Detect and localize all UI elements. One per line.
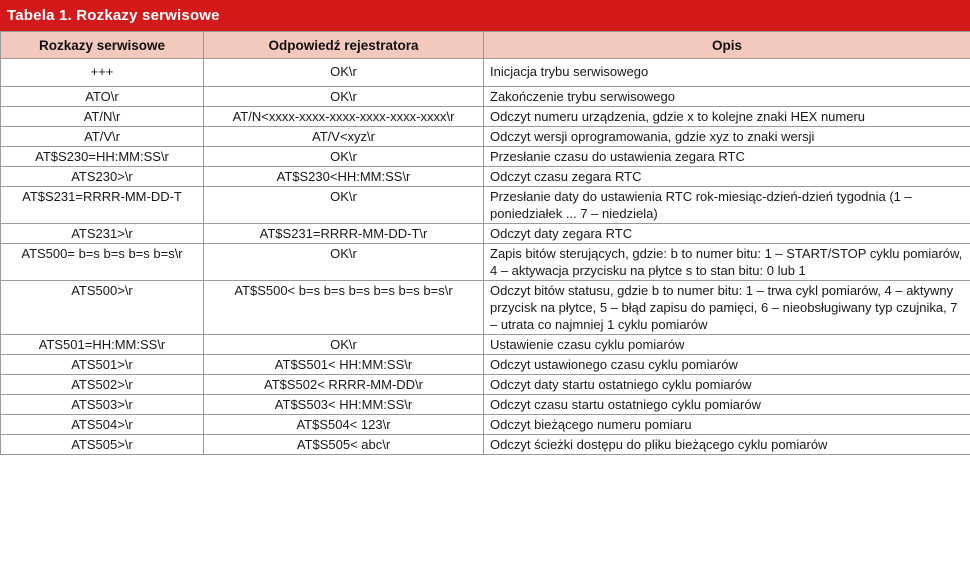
table-row (1, 167, 970, 187)
response-cell: OK\r (204, 187, 484, 224)
header-description: Opis (484, 32, 970, 59)
command-cell: AT$S230=HH:MM:SS\r (1, 147, 204, 167)
response-cell: AT$S504< 123\r (204, 415, 484, 435)
description-cell: Przesłanie czasu do ustawienia zegara RTC (484, 147, 970, 167)
description-cell: Odczyt bitów statusu, gdzie b to numer bitu: 1 – trwa cykl pomiarów, 4 – aktywny przycisk na płytce, 5 – błąd zapisu do pamięci, 6 – nieobsługiwany typ czujnika, 7 – utrata co najmniej 1 cyklu pomiarów (484, 281, 970, 335)
description-cell: Odczyt daty zegara RTC (484, 224, 970, 244)
command-cell: ATS500>\r (1, 281, 204, 335)
table-row (1, 415, 970, 435)
response-cell: AT$S502< RRRR-MM-DD\r (204, 375, 484, 395)
command-cell: AT$S231=RRRR-MM-DD-T (1, 187, 204, 224)
command-cell: ATS502>\r (1, 375, 204, 395)
table-row (1, 244, 970, 281)
command-cell: ATS501=HH:MM:SS\r (1, 335, 204, 355)
description-cell: Odczyt czasu zegara RTC (484, 167, 970, 187)
response-cell: AT$S503< HH:MM:SS\r (204, 395, 484, 415)
response-cell: OK\r (204, 244, 484, 281)
response-cell: AT$S231=RRRR-MM-DD-T\r (204, 224, 484, 244)
command-cell: AT/V\r (1, 127, 204, 147)
service-commands-table (0, 31, 970, 455)
command-cell: ATS230>\r (1, 167, 204, 187)
table-row (1, 107, 970, 127)
table-row (1, 281, 970, 335)
table-row (1, 187, 970, 224)
response-cell: AT$S505< abc\r (204, 435, 484, 455)
response-cell: OK\r (204, 59, 484, 87)
description-cell: Przesłanie daty do ustawienia RTC rok-miesiąc-dzień-dzień tygodnia (1 – poniedziałek ... 7 – niedziela) (484, 187, 970, 224)
response-cell: AT/V<xyz\r (204, 127, 484, 147)
command-cell: ATS504>\r (1, 415, 204, 435)
command-cell: ATS501>\r (1, 355, 204, 375)
table-row (1, 224, 970, 244)
description-cell: Odczyt czasu startu ostatniego cyklu pomiarów (484, 395, 970, 415)
description-cell: Odczyt daty startu ostatniego cyklu pomiarów (484, 375, 970, 395)
description-cell: Odczyt wersji oprogramowania, gdzie xyz to znaki wersji (484, 127, 970, 147)
response-cell: OK\r (204, 335, 484, 355)
description-cell: Odczyt ustawionego czasu cyklu pomiarów (484, 355, 970, 375)
description-cell: Zakończenie trybu serwisowego (484, 87, 970, 107)
response-cell: OK\r (204, 87, 484, 107)
command-cell: ATS500= b=s b=s b=s b=s\r (1, 244, 204, 281)
response-cell: AT$S501< HH:MM:SS\r (204, 355, 484, 375)
table-row (1, 147, 970, 167)
command-cell: ATS505>\r (1, 435, 204, 455)
table-title: Tabela 1. Rozkazy serwisowe (0, 0, 970, 31)
description-cell: Zapis bitów sterujących, gdzie: b to numer bitu: 1 – START/STOP cyklu pomiarów, 4 – aktywacja przycisku na płytce s to stan bitu: 0 lub 1 (484, 244, 970, 281)
description-cell: Ustawienie czasu cyklu pomiarów (484, 335, 970, 355)
table-row (1, 375, 970, 395)
response-cell: AT$S230<HH:MM:SS\r (204, 167, 484, 187)
table-row (1, 395, 970, 415)
description-cell: Odczyt ścieżki dostępu do pliku bieżącego cyklu pomiarów (484, 435, 970, 455)
description-cell: Inicjacja trybu serwisowego (484, 59, 970, 87)
command-cell: AT/N\r (1, 107, 204, 127)
header-response: Odpowiedź rejestratora (204, 32, 484, 59)
command-cell: ATS231>\r (1, 224, 204, 244)
command-cell: ATO\r (1, 87, 204, 107)
table-row (1, 59, 970, 87)
response-cell: OK\r (204, 147, 484, 167)
response-cell: AT/N<xxxx-xxxx-xxxx-xxxx-xxxx-xxxx\r (204, 107, 484, 127)
command-cell: +++ (1, 59, 204, 87)
description-cell: Odczyt numeru urządzenia, gdzie x to kolejne znaki HEX numeru (484, 107, 970, 127)
header-row (1, 32, 970, 59)
response-cell: AT$S500< b=s b=s b=s b=s b=s b=s\r (204, 281, 484, 335)
table-row (1, 355, 970, 375)
table-row (1, 127, 970, 147)
command-cell: ATS503>\r (1, 395, 204, 415)
description-cell: Odczyt bieżącego numeru pomiaru (484, 415, 970, 435)
table-row (1, 87, 970, 107)
header-commands: Rozkazy serwisowe (1, 32, 204, 59)
table-row (1, 335, 970, 355)
table-row (1, 435, 970, 455)
